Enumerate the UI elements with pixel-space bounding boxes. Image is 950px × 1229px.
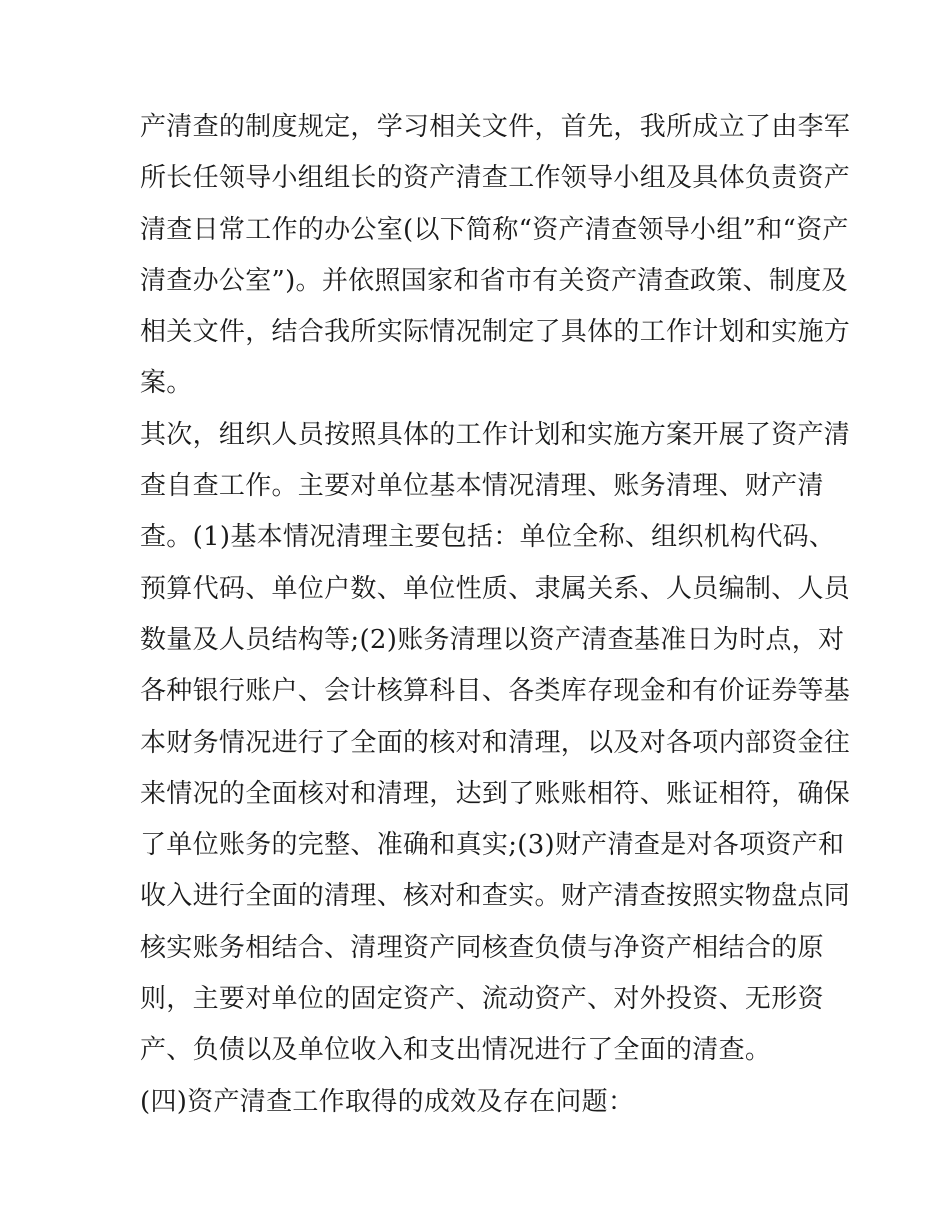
text-line: 产、负债以及单位收入和支出情况进行了全面的清查。 — [140, 1035, 772, 1066]
text-line: 清查日常工作的办公室(以下简称“资产清查领导小组”和“资产 — [140, 214, 849, 245]
text-line: 产清查的制度规定，学习相关文件，首先，我所成立了由李军 — [140, 112, 851, 142]
text-line: 查。(1)基本情况清理主要包括：单位全称、组织机构代码、 — [140, 522, 836, 553]
text-line: 其次，组织人员按照具体的工作计划和实施方案开展了资产清 — [140, 419, 851, 450]
text-line: 则，主要对单位的固定资产、流动资产、对外投资、无形资 — [140, 984, 824, 1015]
text-line: 数量及人员结构等;(2)账务清理以资产清查基准日为时点，对 — [140, 624, 845, 655]
text-line: 了单位账务的完整、准确和真实;(3)财产清查是对各项资产和 — [140, 830, 845, 861]
text-line: 相关文件，结合我所实际情况制定了具体的工作计划和实施方 — [140, 317, 851, 348]
text-line: 清查办公室”)。并依照国家和省市有关资产清查政策、制度及 — [140, 265, 848, 296]
text-line: 核实账务相结合、清理资产同核查负债与净资产相结合的原 — [140, 932, 824, 963]
text-line: 查自查工作。主要对单位基本情况清理、账务清理、财产清 — [140, 471, 824, 502]
text-line: 收入进行全面的清理、核对和查实。财产清查按照实物盘点同 — [140, 881, 851, 912]
text-line: 来情况的全面核对和清理，达到了账账相符、账证相符，确保 — [140, 778, 851, 809]
text-line: 本财务情况进行了全面的核对和清理，以及对各项内部资金往 — [140, 727, 851, 758]
document-body — [140, 102, 851, 1128]
section-heading: (四)资产清查工作取得的成效及存在问题： — [140, 1086, 635, 1117]
text-line: 所长任领导小组组长的资产清查工作领导小组及具体负责资产 — [140, 163, 851, 194]
text-line: 案。 — [140, 368, 193, 399]
text-line: 预算代码、单位户数、单位性质、隶属关系、人员编制、人员 — [140, 573, 851, 604]
text-line: 各种银行账户、会计核算科目、各类库存现金和有价证券等基 — [140, 676, 851, 707]
